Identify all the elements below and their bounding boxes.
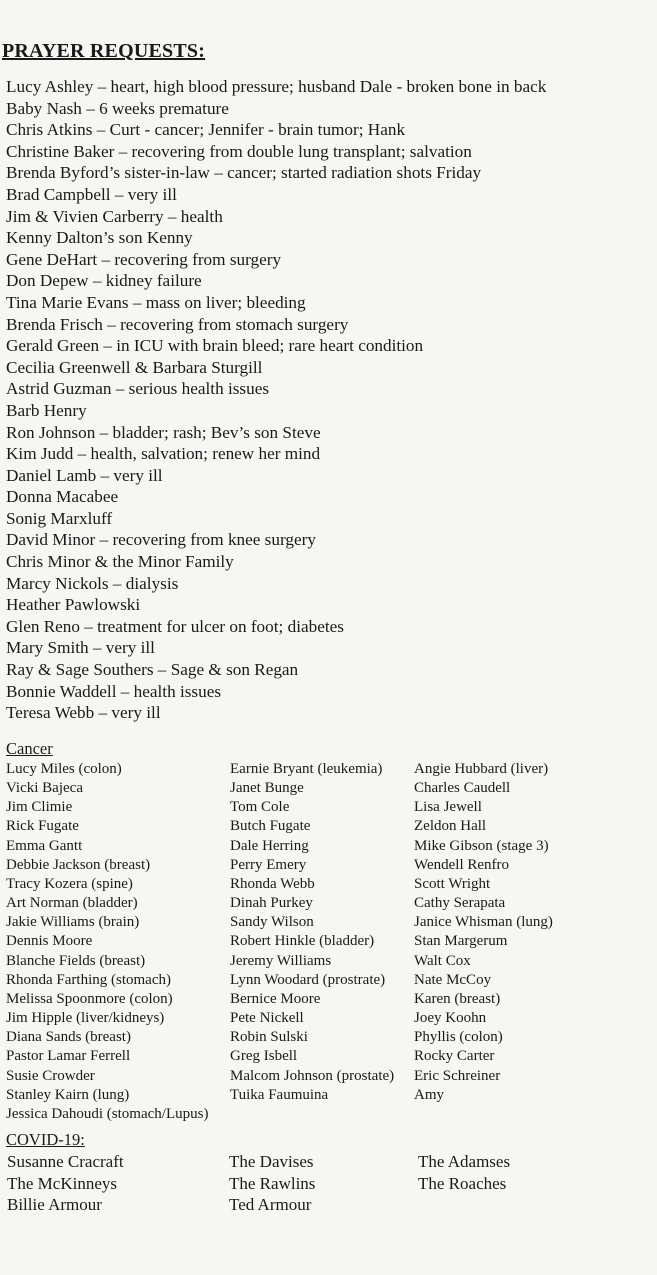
- cancer-list-item: Sandy Wilson: [230, 914, 314, 931]
- covid-list-item: The Roaches: [418, 1173, 507, 1193]
- prayer-request-item: Brad Campbell – very ill: [6, 184, 177, 204]
- cancer-column-3: [414, 760, 553, 1105]
- cancer-list-item: Vicki Bajeca: [6, 780, 83, 797]
- prayer-request-item: Christine Baker – recovering from double lung transplant; salvation: [6, 141, 472, 161]
- cancer-list-item: Joey Koohn: [414, 1010, 487, 1027]
- cancer-list-item: Stanley Kairn (lung): [6, 1086, 130, 1103]
- cancer-list-item: Rocky Carter: [414, 1048, 495, 1065]
- prayer-request-item: Donna Macabee: [6, 487, 119, 507]
- cancer-list-item: Tom Cole: [230, 799, 290, 816]
- prayer-request-item: Baby Nash – 6 weeks premature: [6, 98, 229, 118]
- cancer-list-item: Robin Sulski: [230, 1029, 308, 1046]
- cancer-list-item: Malcom Johnson (prostate): [230, 1067, 395, 1084]
- prayer-request-list: [6, 76, 651, 724]
- cancer-list-item: Diana Sands (breast): [6, 1029, 131, 1046]
- covid-list-item: The Adamses: [418, 1152, 511, 1171]
- cancer-list-item: Emma Gantt: [6, 837, 83, 854]
- prayer-request-item: Marcy Nickols – dialysis: [6, 573, 179, 593]
- cancer-list-item: Tuika Faumuina: [230, 1086, 329, 1103]
- covid-column-1: [7, 1151, 124, 1216]
- cancer-list-item: Debbie Jackson (breast): [6, 856, 151, 873]
- cancer-list-item: Greg Isbell: [230, 1048, 298, 1065]
- cancer-list-item: Jeremy Williams: [230, 952, 332, 969]
- prayer-request-item: Kim Judd – health, salvation; renew her mind: [6, 444, 321, 464]
- cancer-list-item: Butch Fugate: [230, 818, 311, 835]
- cancer-list-item: Bernice Moore: [230, 990, 321, 1007]
- cancer-list-item: Scott Wright: [414, 875, 491, 892]
- cancer-column-1: [6, 760, 208, 1124]
- cancer-list-item: Angie Hubbard (liver): [414, 761, 549, 777]
- prayer-request-item: Chris Atkins – Curt - cancer; Jennifer - brain tumor; Hank: [6, 120, 406, 140]
- cancer-list-item: Dennis Moore: [6, 933, 93, 950]
- covid-list-item: The Rawlins: [229, 1173, 316, 1193]
- prayer-request-item: Lucy Ashley – heart, high blood pressure; husband Dale - broken bone in back: [6, 77, 547, 96]
- covid-column-3: [418, 1151, 510, 1194]
- prayer-request-item: Heather Pawlowski: [6, 595, 141, 615]
- prayer-request-item: Don Depew – kidney failure: [6, 271, 202, 291]
- cancer-list-item: Nate McCoy: [414, 971, 492, 988]
- cancer-list-item: Pastor Lamar Ferrell: [6, 1048, 131, 1065]
- cancer-list-item: Earnie Bryant (leukemia): [230, 761, 383, 777]
- cancer-list-item: Amy: [414, 1086, 444, 1103]
- prayer-request-item: David Minor – recovering from knee surgery: [6, 530, 316, 550]
- prayer-request-item: Cecilia Greenwell & Barbara Sturgill: [6, 357, 263, 377]
- cancer-list-item: Walt Cox: [414, 952, 471, 969]
- cancer-list-item: Jessica Dahoudi (stomach/Lupus): [6, 1105, 209, 1122]
- prayer-request-item: Bonnie Waddell – health issues: [6, 681, 222, 701]
- prayer-request-item: Jim & Vivien Carberry – health: [6, 206, 223, 226]
- prayer-request-item: Barb Henry: [6, 400, 87, 420]
- cancer-heading: Cancer: [6, 739, 53, 758]
- cancer-list-item: Jakie Williams (brain): [6, 914, 140, 931]
- prayer-request-item: Tina Marie Evans – mass on liver; bleeding: [6, 292, 306, 312]
- prayer-request-item: Daniel Lamb – very ill: [6, 465, 163, 485]
- cancer-list-item: Lucy Miles (colon): [6, 761, 122, 777]
- covid-column-2: [229, 1151, 315, 1216]
- cancer-list-item: Phyllis (colon): [414, 1029, 503, 1046]
- cancer-list-item: Art Norman (bladder): [6, 895, 138, 912]
- cancer-list-item: Robert Hinkle (bladder): [230, 933, 375, 950]
- cancer-list-item: Wendell Renfro: [414, 856, 510, 873]
- cancer-list-item: Dale Herring: [230, 837, 309, 854]
- cancer-list-item: Lisa Jewell: [414, 799, 482, 816]
- covid-list-item: The Davises: [229, 1152, 314, 1171]
- cancer-list-item: Rhonda Webb: [230, 875, 315, 892]
- cancer-list-item: Stan Margerum: [414, 933, 508, 950]
- cancer-list-item: Jim Climie: [6, 799, 73, 816]
- cancer-list-item: Karen (breast): [414, 990, 501, 1007]
- cancer-list-item: Blanche Fields (breast): [6, 952, 146, 969]
- prayer-request-item: Sonig Marxluff: [6, 508, 113, 528]
- covid-list-item: Ted Armour: [229, 1195, 312, 1214]
- cancer-list-item: Pete Nickell: [230, 1010, 304, 1027]
- cancer-list-item: Tracy Kozera (spine): [6, 875, 133, 892]
- cancer-list-item: Perry Emery: [230, 856, 307, 873]
- covid-list-item: The McKinneys: [7, 1173, 118, 1193]
- cancer-list-item: Rhonda Farthing (stomach): [6, 971, 171, 988]
- cancer-list-item: Jim Hipple (liver/kidneys): [6, 1010, 165, 1027]
- prayer-request-item: Brenda Byford’s sister-in-law – cancer; started radiation shots Friday: [6, 163, 482, 183]
- page-title: PRAYER REQUESTS:: [2, 40, 206, 62]
- cancer-list-item: Zeldon Hall: [414, 818, 487, 835]
- prayer-request-item: Gene DeHart – recovering from surgery: [6, 249, 282, 269]
- cancer-list-item: Lynn Woodard (prostrate): [230, 971, 386, 988]
- prayer-request-item: Mary Smith – very ill: [6, 638, 155, 658]
- covid-heading: COVID-19:: [6, 1130, 85, 1149]
- cancer-list-item: Cathy Serapata: [414, 895, 506, 912]
- cancer-list-item: Dinah Purkey: [230, 895, 313, 912]
- cancer-list-item: Susie Crowder: [6, 1067, 95, 1084]
- prayer-request-item: Astrid Guzman – serious health issues: [6, 379, 270, 399]
- cancer-list-item: Melissa Spoonmore (colon): [6, 990, 173, 1007]
- cancer-list-item: Rick Fugate: [6, 818, 79, 835]
- prayer-request-item: Teresa Webb – very ill: [6, 703, 161, 723]
- prayer-request-item: Chris Minor & the Minor Family: [6, 552, 234, 572]
- cancer-column-2: [230, 760, 394, 1105]
- cancer-list-item: Charles Caudell: [414, 780, 511, 797]
- cancer-list-item: Janice Whisman (lung): [414, 914, 553, 931]
- prayer-request-item: Gerald Green – in ICU with brain bleed; rare heart condition: [6, 336, 424, 356]
- cancer-list-item: Mike Gibson (stage 3): [414, 837, 549, 854]
- prayer-request-item: Brenda Frisch – recovering from stomach surgery: [6, 314, 349, 334]
- prayer-request-item: Glen Reno – treatment for ulcer on foot; diabetes: [6, 616, 344, 636]
- cancer-list-item: Eric Schreiner: [414, 1067, 501, 1084]
- covid-list-item: Susanne Cracraft: [7, 1152, 124, 1171]
- prayer-request-item: Ron Johnson – bladder; rash; Bev’s son Steve: [6, 422, 321, 442]
- cancer-list-item: Janet Bunge: [230, 780, 304, 797]
- prayer-request-item: Kenny Dalton’s son Kenny: [6, 228, 193, 248]
- prayer-request-item: Ray & Sage Southers – Sage & son Regan: [6, 660, 299, 680]
- covid-list-item: Billie Armour: [7, 1195, 102, 1214]
